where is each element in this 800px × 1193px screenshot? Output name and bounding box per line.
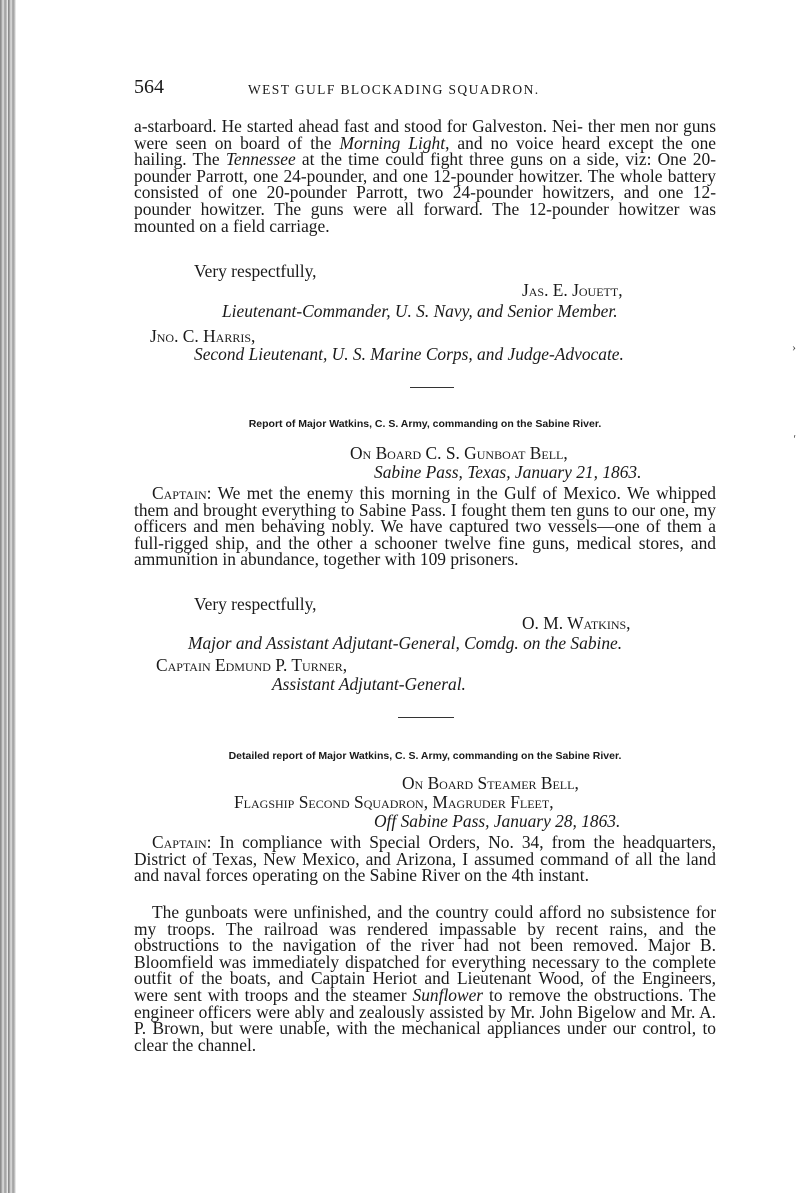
- page-number: 564: [134, 76, 164, 98]
- salutation: Captain:: [152, 832, 212, 852]
- salutation: Captain:: [152, 483, 212, 503]
- signer-name: O. M. Watkins,: [522, 613, 631, 633]
- signer-name: Jas. E. Jouett,: [522, 280, 623, 300]
- ship-name: Tennessee: [225, 149, 296, 170]
- report-body-continued: The gunboats were unfinished, and the country could afford no subsistence for my troops. The railroad was rendered impassable by recent rains, and the obstructions to the navigation of the river had not been removed. Major B. Bloomfield was immediately dispatched for everything necessary to the complete outfit of the boats, and Captain Heriot and Lieutenant Wood, of the Engineers, were sent with troops and the steamer Sunflower to remove the obstructions. The engineer officers were ably and zealously assisted by Mr. John Bigelow and Mr. A. P. Brown, but were unable, with the mechanical appliances under our control, to clear the channel.: [134, 902, 716, 1055]
- margin-mark: ʹ: [793, 432, 796, 446]
- ship-name: Sunflower: [412, 984, 484, 1005]
- running-header: [134, 76, 604, 102]
- divider: [398, 717, 454, 718]
- court-report-paragraph: a-starboard. He started ahead fast and stood for Galveston. Nei- ther men nor guns were seen on board of the Morning Light, and no voice heard except the one hailing. The Tennessee at the time could fight three guns on a side, viz: One 20-pounder Parrott, one 24-pounder, and one 12-pounder howitzer. The whole battery consisted of one 20-pounder Parrott, two 24-pounder howitzers, and one 12-pounder howitzer. The guns were all forward. The 12-pounder howitzer was mounted on a field carriage.: [134, 116, 716, 236]
- second-signer-name: Jno. C. Harris,: [150, 326, 256, 346]
- closing: Very respectfully,: [194, 594, 317, 614]
- running-title: WEST GULF BLOCKADING SQUADRON.: [248, 82, 540, 97]
- report-place-secondary: Flagship Second Squadron, Magruder Fleet,: [234, 792, 554, 812]
- divider: [410, 387, 454, 388]
- report-body: Captain: In compliance with Special Orders, No. 34, from the headquarters, District of Texas, New Mexico, and Arizona, I assumed command of all the land and naval forces operating on the Sabine River on the 4th instant.: [134, 832, 716, 886]
- margin-mark: ›: [792, 340, 796, 354]
- signer-title: Major and Assistant Adjutant-General, Comdg. on the Sabine.: [188, 633, 623, 653]
- signer-title: Lieutenant-Commander, U. S. Navy, and Senior Member.: [222, 301, 618, 321]
- addressee-title: Assistant Adjutant-General.: [272, 674, 466, 694]
- report-date: Off Sabine Pass, January 28, 1863.: [374, 811, 621, 831]
- addressee-name: Captain Edmund P. Turner,: [156, 655, 348, 675]
- ship-name: Morning Light: [339, 132, 446, 153]
- report-place: On Board C. S. Gunboat Bell,: [350, 443, 568, 463]
- closing: Very respectfully,: [194, 261, 317, 281]
- second-signer-title: Second Lieutenant, U. S. Marine Corps, and Judge-Advocate.: [194, 344, 624, 364]
- report-heading: Report of Major Watkins, C. S. Army, commanding on the Sabine River.: [248, 418, 602, 430]
- report-body: Captain: We met the enemy this morning in the Gulf of Mexico. We whipped them and brought everything to Sabine Pass. I fought them ten guns to our one, my officers and men behaving nobly. We have captured two vessels—one of them a full-rigged ship, and the other a schooner twelve fine guns, medical stores, and ammunition in abundance, together with 109 prisoners.: [134, 483, 716, 570]
- report-heading: Detailed report of Major Watkins, C. S. Army, commanding on the Sabine River.: [228, 750, 622, 762]
- report-date: Sabine Pass, Texas, January 21, 1863.: [374, 462, 642, 482]
- report-place: On Board Steamer Bell,: [402, 773, 579, 793]
